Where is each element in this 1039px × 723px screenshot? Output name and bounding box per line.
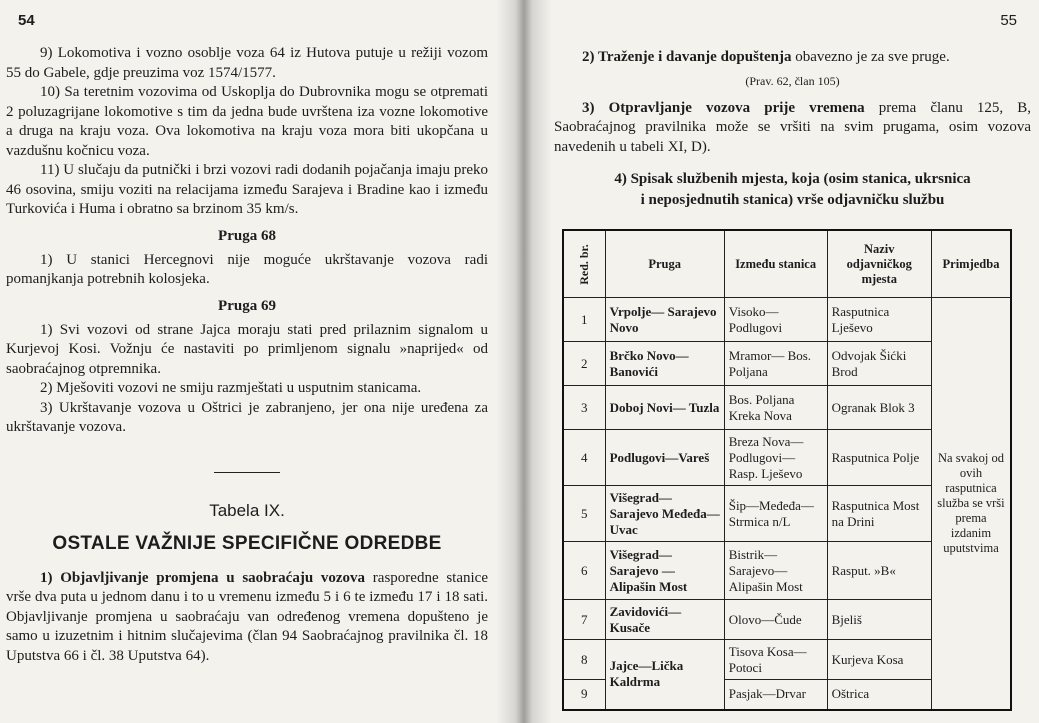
paragraph-11: 11) U slučaju da putnički i brzi vozovi radi dodanih pojačanja imaju preko 46 osovina, smiju voziti na relacijama između Sarajeva i Bradine kao i između Turkovića i Huma i obratno sa brzinom 35 km/s. — [6, 162, 488, 217]
row-number: 8 — [563, 640, 605, 680]
paragraph-2 — [554, 48, 1031, 68]
row-naziv: Bjeliš — [827, 600, 931, 640]
header-pruga: Pruga — [605, 230, 724, 298]
section-title: OSTALE VAŽNIJE SPECIFIČNE ODREDBE — [52, 532, 442, 554]
paragraph-3-bold: 3) Otpravljanje vozova prije vremena — [582, 99, 865, 116]
row-izmedju: Bos. Poljana Kreka Nova — [724, 386, 827, 430]
page-number-left: 54 — [18, 12, 35, 29]
row-naziv: Odvojak Šićki Brod — [827, 342, 931, 386]
heading-pruga-69: Pruga 69 — [218, 297, 276, 314]
odjavnicka-mjesta-table — [562, 229, 1012, 711]
paragraph-10: 10) Sa teretnim vozovima od Uskoplja do Dubrovnika mogu se otpremati 2 poluzagrijane lokomotive s tim da jedna bude uvrštena iza vozne lokomotive a druga na kraju voza. Ova lokomotiva na kraju voza mora biti ukopčana u vazdušnu kočnicu voza. — [6, 84, 488, 159]
paragraph-69-2: 2) Mješoviti vozovi ne smiju razmještati u usputnim stanicama. — [40, 380, 422, 396]
row-naziv: Oštrica — [827, 680, 931, 710]
row-number: 5 — [563, 486, 605, 542]
paragraph-2-bold: 2) Traženje i davanje dopuštenja — [582, 49, 792, 65]
row-izmedju: Olovo—Čude — [724, 600, 827, 640]
row-pruga: Brčko Novo— Banovići — [605, 342, 724, 386]
header-red-br: Red. br. — [563, 230, 605, 298]
row-number: 7 — [563, 600, 605, 640]
paragraph-3-rest: prema članu 125, B, Saobraćajnog pravilnika može se vršiti na svim prugama, osim vozova navedenih u tabeli XI, D). — [554, 99, 1031, 155]
heading-pruga-68: Pruga 68 — [218, 227, 276, 244]
row-number: 2 — [563, 342, 605, 386]
paragraph-2-rest: obavezno je za sve pruge. — [791, 49, 950, 65]
paragraph-4-line-1: 4) Spisak službenih mjesta, koja (osim stanica, ukrsnica — [614, 171, 971, 187]
paragraph-3 — [554, 99, 1031, 158]
divider-rule — [214, 472, 280, 473]
row-pruga: Vrpolje— Sarajevo Novo — [605, 298, 724, 342]
row-naziv: Rasputnica Lješevo — [827, 298, 931, 342]
paragraph-9: 9) Lokomotiva i vozno osoblje voza 64 iz Hutova putuje u režiji vozom 55 do Gabele, gdje preuzima voz 1574/1577. — [6, 45, 488, 81]
paragraph-4-line-2: i neposjednutih stanica) vrše odjavničku službu — [640, 192, 945, 208]
paragraph-68-1: 1) U stanici Hercegnovi nije moguće ukrštavanje vozova radi pomanjkanja potrebnih kolosjeka. — [6, 251, 488, 287]
row-naziv: Rasputnica Most na Drini — [827, 486, 931, 542]
row-izmedju: Tisova Kosa— Potoci — [724, 640, 827, 680]
paragraph-section-1 — [6, 569, 488, 667]
row-number: 4 — [563, 430, 605, 486]
paragraph-section-1-rest: rasporedne stanice vrše dva puta u jednom danu i to u vremenu između 5 i 6 te između 17 i 18 sati. Objavljivanje promjena u saobraćaju van određenog vremena dopušteno je samo u izuzetnim i hitnim slučajevima (član 94 Saobraćajnog pravilnika čl. 18 Uputstva 66 i čl. 38 Uputstva 64). — [6, 569, 488, 664]
row-naziv: Rasput. »B« — [827, 542, 931, 600]
row-pruga: Doboj Novi— Tuzla — [605, 386, 724, 430]
left-page — [0, 0, 518, 723]
row-izmedju: Bistrik— Sarajevo— Alipašin Most — [724, 542, 827, 600]
row-izmedju: Breza Nova— Podlugovi— Rasp. Lješevo — [724, 430, 827, 486]
tabela-label: Tabela IX. — [209, 500, 285, 520]
row-number: 3 — [563, 386, 605, 430]
row-number: 6 — [563, 542, 605, 600]
page-number-right: 55 — [1000, 12, 1017, 29]
header-naziv: Naziv odjavničkog mjesta — [827, 230, 931, 298]
row-pruga: Zavidovići— Kusače — [605, 600, 724, 640]
row-naziv: Kurjeva Kosa — [827, 640, 931, 680]
table-row — [563, 298, 1011, 342]
paragraph-section-1-bold: 1) Objavljivanje promjena u saobraćaju vozova — [40, 569, 366, 586]
prav-note: (Prav. 62, član 105) — [745, 73, 840, 88]
row-pruga: Jajce—Lička Kaldrma — [605, 640, 724, 710]
row-pruga: Višegrad—Sarajevo —Alipašin Most — [605, 542, 724, 600]
row-pruga: Podlugovi—Vareš — [605, 430, 724, 486]
row-number: 9 — [563, 680, 605, 710]
right-page — [518, 0, 1039, 723]
row-izmedju: Mramor— Bos. Poljana — [724, 342, 827, 386]
paragraph-69-1: 1) Svi vozovi od strane Jajca moraju stati pred prilaznim signalom u Kurjevoj Kosi. Vožnju će nastaviti po primljenom signalu »naprijed« od saobraćajnog otpremnika. — [6, 321, 488, 377]
row-izmedju: Visoko— Podlugovi — [724, 298, 827, 342]
table-header-row — [563, 230, 1011, 298]
paragraph-4 — [554, 169, 1031, 211]
paragraph-69-3: 3) Ukrštavanje vozova u Oštrici je zabranjeno, jer ona nije uređena za ukrštavanje vozova. — [6, 399, 488, 435]
header-primjedba: Primjedba — [931, 230, 1011, 298]
header-izmedju-stanica: Između stanica — [724, 230, 827, 298]
row-izmedju: Pasjak—Drvar — [724, 680, 827, 710]
row-pruga: Višegrad—Sarajevo Međeđa—Uvac — [605, 486, 724, 542]
row-number: 1 — [563, 298, 605, 342]
row-naziv: Rasputnica Polje — [827, 430, 931, 486]
primjedba-cell: Na svakoj od ovih rasputnica služba se vrši prema izdanim uputstvima — [931, 298, 1011, 710]
row-naziv: Ogranak Blok 3 — [827, 386, 931, 430]
row-izmedju: Šip—Međeđa— Strmica n/L — [724, 486, 827, 542]
